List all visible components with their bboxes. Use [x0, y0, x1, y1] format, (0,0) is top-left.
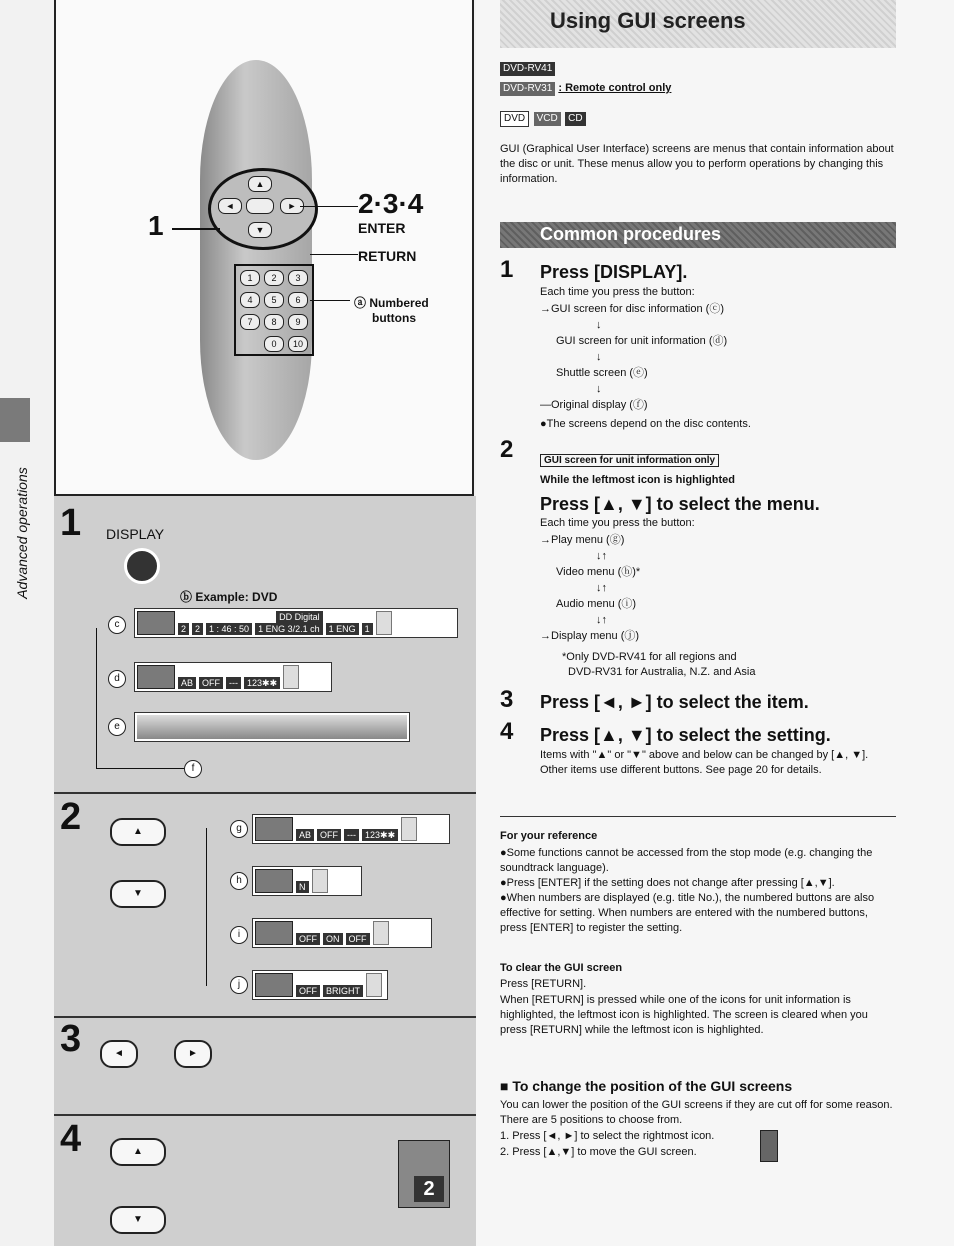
cd-tag: CD: [565, 112, 585, 126]
leader-line: [310, 300, 350, 301]
position-step1: 1. Press [◄, ►] to select the rightmost icon.: [500, 1130, 715, 1142]
position-icon: [760, 1130, 778, 1162]
gui-g-d: 123✱✱: [362, 829, 398, 841]
position-title: ■ To change the position of the GUI screens: [500, 1078, 793, 1094]
numbered-line1: Numbered: [369, 296, 429, 310]
step4-heading: Press [▲, ▼] to select the setting.: [540, 725, 831, 745]
down-arrow-button-icon: ▼: [110, 1206, 166, 1234]
shuttle-bar: [137, 715, 407, 739]
illustration-column: [0, 0, 476, 1246]
flow-arrow: ↓: [596, 351, 602, 363]
down-arrow-button-icon: ▼: [110, 880, 166, 908]
example-label: ⓑ Example: DVD: [180, 590, 278, 604]
down-button-icon: ▼: [248, 222, 272, 238]
leader-line: [300, 206, 358, 207]
model-row-1: [500, 58, 555, 76]
model-row-2: [500, 82, 671, 96]
highlight-icon: [255, 921, 293, 945]
marker-h: h: [230, 872, 248, 890]
reference-item: ●Some functions cannot be accessed from the stop mode (e.g. changing the soundtrack language).: [500, 847, 873, 874]
step2-flow: [540, 532, 800, 644]
numbered-marker: ⓐ: [354, 296, 367, 310]
callout-return: RETURN: [358, 248, 417, 264]
flow-item: Audio menu (ⓘ): [556, 598, 637, 610]
step1-number: 1: [60, 502, 82, 544]
highlight-icon: [137, 611, 175, 635]
section-rule: [500, 816, 896, 817]
reference-list: [500, 846, 896, 936]
side-label: Advanced operations: [14, 467, 30, 599]
step2-footnote2: DVD-RV31 for Australia, N.Z. and Asia: [568, 666, 756, 678]
flow-arrow: ↓: [596, 319, 602, 331]
updown-icon: [366, 973, 382, 997]
disc-types: [500, 108, 586, 127]
num-key-icon: 10: [288, 336, 308, 352]
num-key-icon: 3: [288, 270, 308, 286]
numbered-line2: buttons: [372, 311, 416, 325]
step2-number: 2: [60, 796, 82, 838]
gui-d-c: ---: [226, 677, 241, 689]
step1-sub: Each time you press the button:: [540, 286, 695, 298]
marker-c: c: [108, 616, 126, 634]
display-button-icon: [124, 548, 160, 584]
flow-item: →Play menu (ⓖ): [540, 534, 625, 546]
gui-display-menu: [252, 970, 388, 1000]
model-rv41-tag: DVD-RV41: [500, 62, 555, 76]
callout-step234: 2·3·4: [358, 188, 424, 219]
callout-enter: ENTER: [358, 220, 406, 236]
leader-line: [172, 228, 220, 230]
marker-i: i: [230, 926, 248, 944]
step1-flow: [540, 301, 800, 413]
vcd-tag: VCD: [534, 112, 561, 126]
position-step2: 2. Press [▲,▼] to move the GUI screen.: [500, 1146, 697, 1158]
gui-h-a: N: [296, 881, 309, 893]
updown-icon: [401, 817, 417, 841]
highlight-icon: [255, 973, 293, 997]
num-key-icon: 4: [240, 292, 260, 308]
callout-numbered: [354, 294, 429, 311]
num-key-icon: 5: [264, 292, 284, 308]
step3-heading: Press [◄, ►] to select the item.: [540, 692, 809, 712]
gui-play-menu: [252, 814, 450, 844]
page-title: Using GUI screens: [550, 8, 746, 33]
marker-j: j: [230, 976, 248, 994]
highlight-icon: [255, 869, 293, 893]
num-key-icon: 0: [264, 336, 284, 352]
step2-footnote1: *Only DVD-RV41 for all regions and: [562, 651, 737, 663]
flow-arrow: ↓: [596, 383, 602, 395]
updown-icon: [373, 921, 389, 945]
marker-f: f: [184, 760, 202, 778]
updown-icon: [283, 665, 299, 689]
updown-icon: [376, 611, 392, 635]
gui-c-f2: 2: [192, 623, 203, 635]
clear-text: When [RETURN] is pressed while one of the icons for unit information is highlighted, the leftmost icon is highlighted. The screen is cleared when you press [RETURN] while the leftmost icon is highlighted.: [500, 994, 868, 1036]
flow-item: —Original display (ⓕ): [540, 399, 648, 411]
marker-g: g: [230, 820, 248, 838]
audio-field: [255, 611, 323, 635]
gui-j-b: BRIGHT: [323, 985, 363, 997]
step2-boxed-wrap: [540, 450, 719, 468]
gui-c-angle: 1: [362, 623, 373, 635]
gui-unit-info: [134, 662, 332, 692]
setting-value: 2: [414, 1176, 444, 1202]
gui-audio-menu: [252, 918, 432, 948]
step2-num: 2: [500, 436, 514, 463]
flow-item: Video menu (ⓗ)*: [556, 566, 641, 578]
shuttle-screen: [134, 712, 410, 742]
gui-disc-info: [134, 608, 458, 638]
common-procedures-title: Common procedures: [540, 224, 722, 244]
num-key-icon: 1: [240, 270, 260, 286]
num-key-icon: 9: [288, 314, 308, 330]
remote-control-image: [200, 60, 312, 460]
reference-item: ●Press [ENTER] if the setting does not change after pressing [▲,▼].: [500, 877, 835, 889]
flow-arrow: ↓↑: [596, 550, 607, 562]
up-arrow-button-icon: ▲: [110, 1138, 166, 1166]
num-key-icon: 6: [288, 292, 308, 308]
gui-c-audio-bottom: 1 ENG 3/2.1 ch: [255, 623, 323, 635]
gui-c-sub: 1 ENG: [326, 623, 359, 635]
gui-d-a: AB: [178, 677, 196, 689]
flow-line: [96, 768, 184, 769]
dvd-tag: DVD: [500, 111, 529, 127]
gui-g-a: AB: [296, 829, 314, 841]
intro-text: GUI (Graphical User Interface) screens are menus that contain information about the disc or unit. These menus allow you to perform operations by changing this information.: [500, 143, 894, 185]
gui-c-audio-top: DD Digital: [276, 611, 323, 623]
gui-j-a: OFF: [296, 985, 320, 997]
gui-g-c: ---: [344, 829, 359, 841]
remote-only-note: : Remote control only: [558, 82, 672, 94]
right-button-icon: ►: [280, 198, 304, 214]
leader-line: [310, 254, 358, 255]
up-arrow-button-icon: ▲: [110, 818, 166, 846]
step4-number: 4: [60, 1118, 82, 1160]
flow-item: GUI screen for unit information (ⓓ): [556, 335, 728, 347]
enter-button-icon: [246, 198, 274, 214]
step2-bold: While the leftmost icon is highlighted: [540, 474, 735, 486]
clear-title: To clear the GUI screen: [500, 962, 623, 974]
display-label: DISPLAY: [106, 526, 165, 542]
gui-d-b: OFF: [199, 677, 223, 689]
step1-note: ●The screens depend on the disc contents.: [540, 418, 751, 430]
flow-item: Shuttle screen (ⓔ): [556, 367, 648, 379]
flow-line: [96, 628, 97, 768]
updown-icon: [312, 869, 328, 893]
gui-g-b: OFF: [317, 829, 341, 841]
callout-step1: 1: [148, 210, 164, 241]
highlight-icon: [137, 665, 175, 689]
gui-i-b: ON: [323, 933, 343, 945]
num-key-icon: 2: [264, 270, 284, 286]
reference-title: For your reference: [500, 830, 598, 842]
step2-sub: Each time you press the button:: [540, 517, 695, 529]
step2-boxed-label: GUI screen for unit information only: [540, 454, 719, 467]
gui-video-menu: [252, 866, 362, 896]
gui-c-f1: 2: [178, 623, 189, 635]
position-text: You can lower the position of the GUI screens if they are cut off for some reason. There are 5 positions to choose from.: [500, 1099, 893, 1126]
reference-item: ●When numbers are displayed (e.g. title No.), the numbered buttons are also effective for setting. When numbers are entered with the numbered buttons, press [ENTER] to register the setting.: [500, 892, 875, 934]
gui-i-a: OFF: [296, 933, 320, 945]
flow-line: [206, 828, 207, 986]
flow-item: →Display menu (ⓙ): [540, 630, 640, 642]
step4-num: 4: [500, 718, 514, 745]
marker-d: d: [108, 670, 126, 688]
right-arrow-button-icon: ►: [174, 1040, 212, 1068]
flow-arrow: ↓↑: [596, 582, 607, 594]
step3-number: 3: [60, 1018, 82, 1060]
step4-text: Items with "▲" or "▼" above and below can be changed by [▲, ▼]. Other items use different buttons. See page 20 for details.: [540, 749, 869, 776]
marker-e: e: [108, 718, 126, 736]
num-key-icon: 7: [240, 314, 260, 330]
left-arrow-button-icon: ◄: [100, 1040, 138, 1068]
step3-num: 3: [500, 686, 514, 713]
flow-item: →GUI screen for disc information (ⓒ): [540, 303, 724, 315]
gui-c-time: 1 : 46 : 50: [206, 623, 252, 635]
clear-line1: Press [RETURN].: [500, 978, 587, 990]
step1-num: 1: [500, 256, 514, 283]
highlight-icon: [255, 817, 293, 841]
gui-d-d: 123✱✱: [244, 677, 280, 689]
gui-i-c: OFF: [346, 933, 370, 945]
flow-arrow: ↓↑: [596, 614, 607, 626]
left-button-icon: ◄: [218, 198, 242, 214]
model-rv31-tag: DVD-RV31: [500, 82, 555, 96]
step1-heading: Press [DISPLAY].: [540, 262, 688, 282]
up-button-icon: ▲: [248, 176, 272, 192]
step2-heading: Press [▲, ▼] to select the menu.: [540, 494, 820, 514]
num-key-icon: 8: [264, 314, 284, 330]
